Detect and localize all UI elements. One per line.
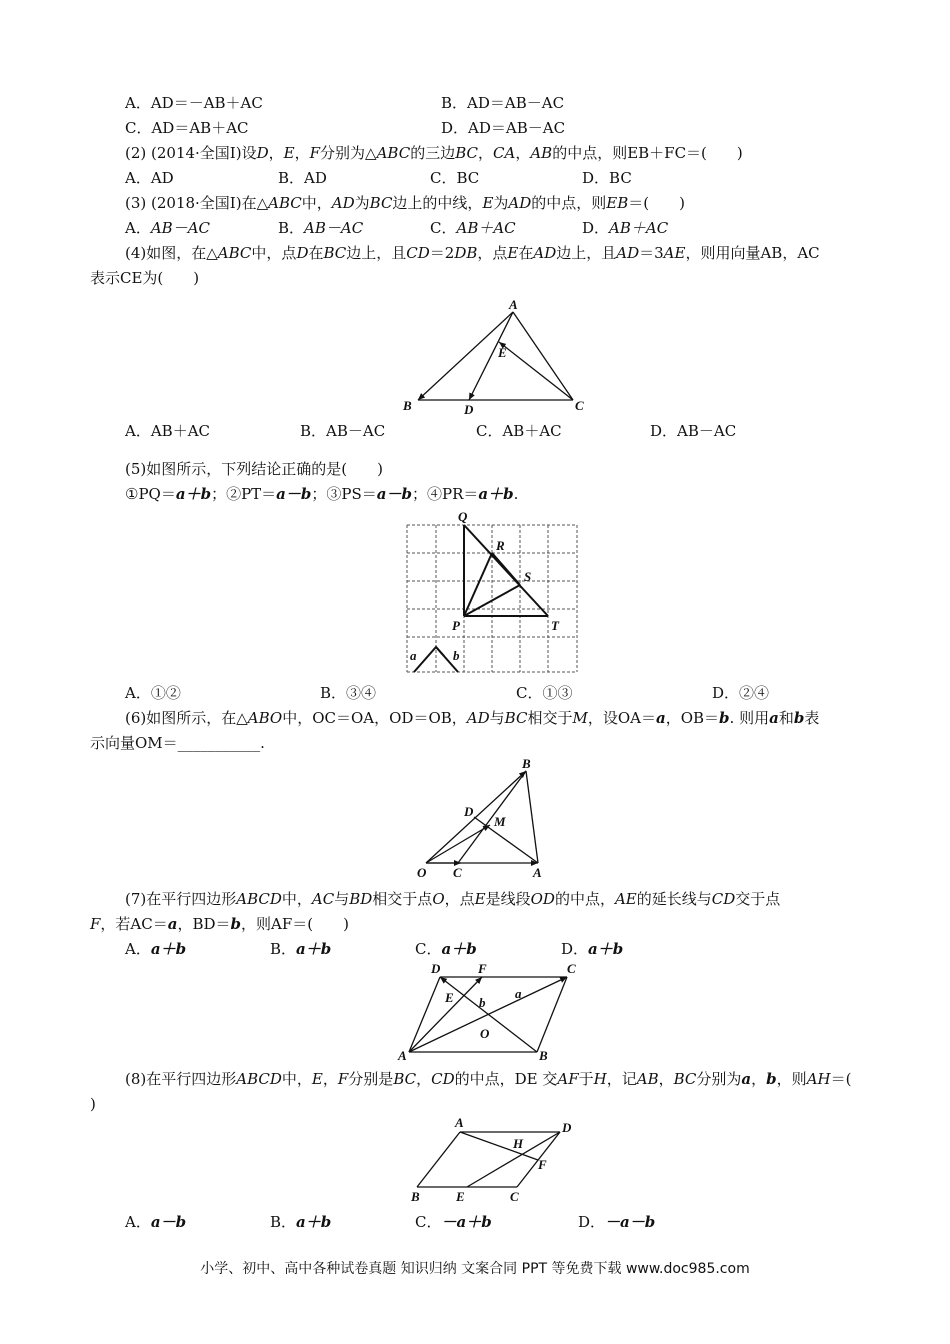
q6-triangle-figure xyxy=(410,755,555,883)
q6-label-m: M xyxy=(494,814,506,829)
q7-label-a: A xyxy=(398,1048,407,1063)
q5-label-r: R xyxy=(496,538,505,553)
q6-line-ab xyxy=(526,771,538,863)
q8-label-b: B xyxy=(411,1189,420,1204)
q5-label-b: b xyxy=(453,648,460,663)
q6-vector-om xyxy=(426,825,490,863)
q8-option-c: C．－a＋b xyxy=(415,1213,492,1231)
page-footer: 小学、初中、高中各种试卷真题 知识归纳 文案合同 PPT 等免费下载 www.doc985.com xyxy=(200,1261,750,1277)
q5-label-t: T xyxy=(551,618,559,633)
q7-option-b: B．a＋b xyxy=(270,940,332,958)
q6-label-d: D xyxy=(464,804,474,819)
q8-label-c: C xyxy=(510,1189,519,1204)
q8-label-e: E xyxy=(456,1189,465,1204)
q8-stem-line2: ) xyxy=(90,1095,96,1113)
q2-stem: (2) (2014·全国Ⅰ)设D，E，F分别为△ABC的三边BC，CA，AB的中点，则EB＋FC＝( ) xyxy=(125,144,743,162)
q4-line-ce xyxy=(499,342,573,400)
q3-option-d: D．AB＋AC xyxy=(582,219,669,237)
q7-parallelogram-figure xyxy=(395,960,585,1065)
q6-stem-line2: 示向量OM＝___________. xyxy=(90,734,265,752)
q5-label-q: Q xyxy=(458,509,468,524)
q8-label-a: A xyxy=(455,1115,464,1130)
q7-label-c: C xyxy=(567,961,576,976)
q4-line-ac xyxy=(513,312,573,400)
q4-option-d: D．AB－AC xyxy=(650,422,737,440)
q4-stem-line2: 表示CE为( ) xyxy=(90,269,200,287)
q7-vector-af xyxy=(409,977,482,1052)
q3-option-a: A．AB－AC xyxy=(125,219,211,237)
q7-option-d: D．a＋b xyxy=(561,940,624,958)
q4-label-a: A xyxy=(509,297,518,312)
q8-label-d: D xyxy=(562,1120,572,1135)
q7-label-d: D xyxy=(431,961,441,976)
q5-option-d: D．②④ xyxy=(712,684,770,702)
q2-option-a: A．AD xyxy=(125,169,174,187)
q6-stem: (6)如图所示，在△ABO中，OC＝OA，OD＝OB，AD与BC相交于M，设OA＝a，OB＝b. 则用a和b表 xyxy=(125,709,820,727)
q4-triangle-figure xyxy=(395,292,600,420)
q7-label-f: F xyxy=(478,961,487,976)
q5-label-a: a xyxy=(410,648,417,663)
q7-label-b: B xyxy=(539,1048,548,1063)
q4-label-e: E xyxy=(498,345,507,360)
q5-grid-figure xyxy=(400,508,585,680)
q5-option-a: A．①② xyxy=(125,684,181,702)
q4-label-b: B xyxy=(403,398,412,413)
q8-option-a: A．a－b xyxy=(125,1213,187,1231)
q5-label-p: P xyxy=(452,618,460,633)
q4-label-c: C xyxy=(575,398,584,413)
q3-option-b: B．AB－AC xyxy=(278,219,364,237)
q7-side-cb xyxy=(537,977,567,1052)
q4-option-a: A．AB＋AC xyxy=(125,422,210,440)
q6-label-o: O xyxy=(417,865,427,880)
q8-label-h: H xyxy=(513,1136,524,1151)
q6-line-ob xyxy=(426,771,526,863)
q3-option-c: C．AB＋AC xyxy=(430,219,516,237)
q5-label-s: S xyxy=(524,569,532,584)
q4-option-b: B．AB－AC xyxy=(300,422,386,440)
q5-line-rs xyxy=(492,553,520,585)
q8-label-f: F xyxy=(538,1157,547,1172)
q5-line-pr xyxy=(464,553,492,616)
q2-option-d: D．BC xyxy=(582,169,632,187)
q4-stem: (4)如图，在△ABC中，点D在BC边上，且CD＝2DB，点E在AD边上，且AD＝3AE，则用向量AB，AC xyxy=(125,244,820,262)
q4-label-d: D xyxy=(464,402,474,417)
q8-line-af xyxy=(460,1132,538,1160)
q7-stem-line2: F，若AC＝a，BD＝b，则AF＝( ) xyxy=(90,915,349,933)
q8-parallelogram-figure xyxy=(405,1112,585,1207)
q7-label-e: E xyxy=(445,990,454,1005)
q7-label-o: O xyxy=(480,1026,490,1041)
q6-label-a: A xyxy=(533,865,542,880)
q5-stem: (5)如图所示，下列结论正确的是( ) xyxy=(125,460,383,478)
q8-option-d: D．－a－b xyxy=(578,1213,656,1231)
q7-option-a: A．a＋b xyxy=(125,940,187,958)
q6-line-ad xyxy=(474,817,538,863)
q5-option-c: C．①③ xyxy=(516,684,573,702)
q2-option-c: C．BC xyxy=(430,169,480,187)
q6-label-c: C xyxy=(453,865,462,880)
q8-stem: (8)在平行四边形ABCD中，E，F分别是BC，CD的中点，DE 交AF于H，记AB，BC分别为a，b，则AH＝( xyxy=(125,1070,852,1088)
q8-option-b: B．a＋b xyxy=(270,1213,332,1231)
q3-stem: (3) (2018·全国Ⅰ)在△ABC中，AD为BC边上的中线，E为AD的中点，则EB＝( ) xyxy=(125,194,685,212)
q8-side-ba xyxy=(417,1132,460,1187)
q2-option-b: B．AD xyxy=(278,169,327,187)
q1-option-a: A．AD＝－AB＋AC xyxy=(125,94,263,112)
q7-label-b-vec: b xyxy=(479,995,486,1010)
q1-option-b: B．AD＝AB－AC xyxy=(441,94,565,112)
q7-stem: (7)在平行四边形ABCD中，AC与BD相交于点O，点E是线段OD的中点，AE的延长线与CD交于点 xyxy=(125,890,781,908)
q7-option-c: C．a＋b xyxy=(415,940,477,958)
q6-label-b: B xyxy=(522,756,531,771)
q4-option-c: C．AB＋AC xyxy=(476,422,562,440)
q1-option-d: D．AD＝AB－AC xyxy=(441,119,566,137)
q5-option-b: B．③④ xyxy=(320,684,377,702)
q5-claims: ①PQ＝a＋b；②PT＝a－b；③PS＝a－b；④PR＝a＋b. xyxy=(125,485,519,503)
q7-side-ad xyxy=(409,977,440,1052)
q1-option-c: C．AD＝AB＋AC xyxy=(125,119,249,137)
q7-label-a-vec: a xyxy=(515,986,522,1001)
